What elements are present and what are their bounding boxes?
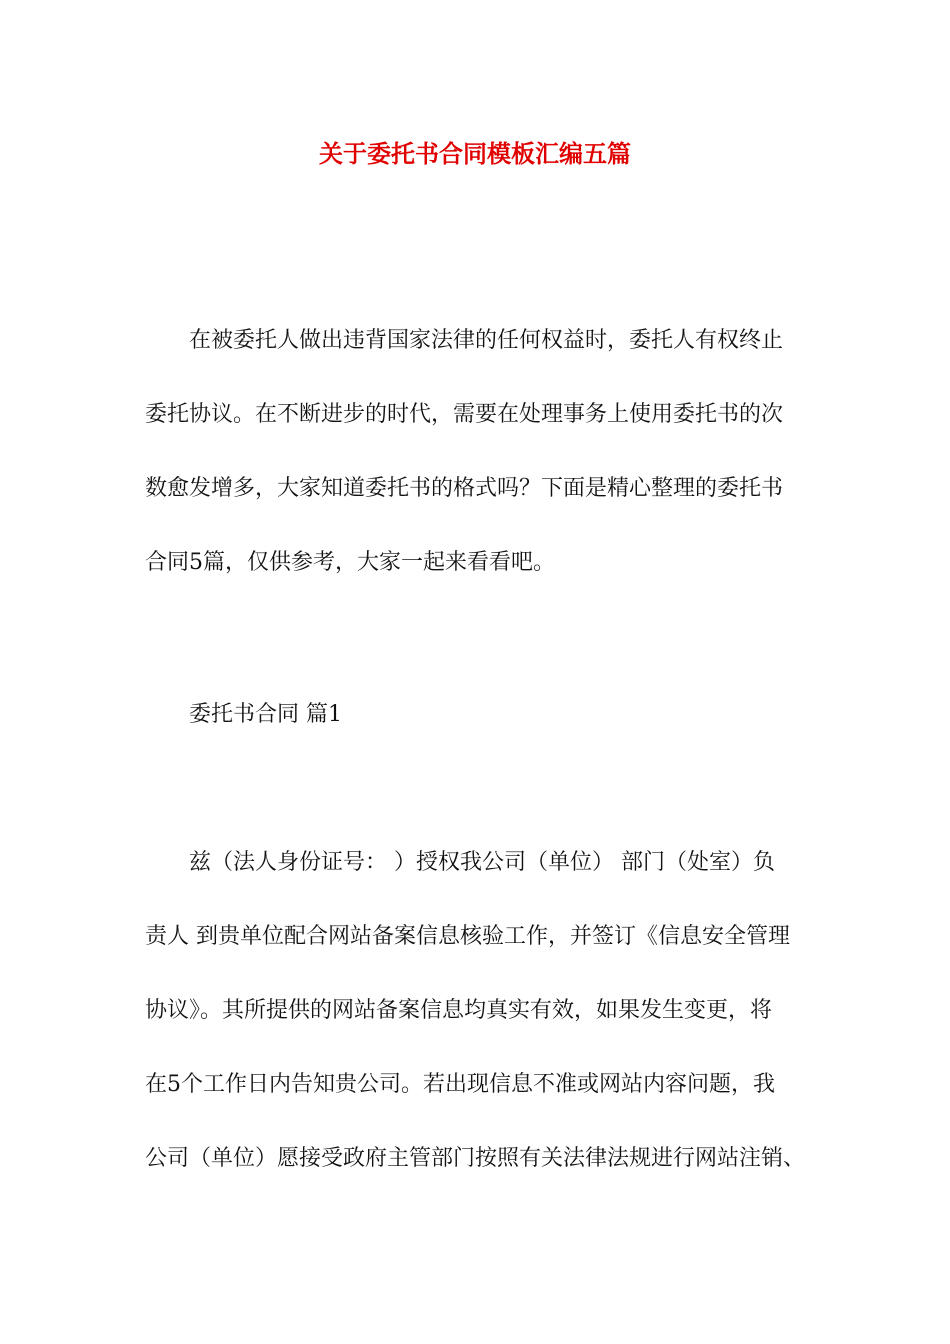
intro-line-4: 合同5篇，仅供参考，大家一起来看看吧。 <box>145 550 555 575</box>
intro-line-3: 数愈发增多，大家知道委托书的格式吗？下面是精心整理的委托书 <box>145 476 784 501</box>
body-line-2: 责人 到贵单位配合网站备案信息核验工作，并签订《信息安全管理 <box>145 924 790 949</box>
body-line-5: 公司（单位）愿接受政府主管部门按照有关法律法规进行网站注销、 <box>145 1146 806 1171</box>
document-title: 关于委托书合同模板汇编五篇 <box>319 139 631 168</box>
intro-line-1: 在被委托人做出违背国家法律的任何权益时，委托人有权终止 <box>189 328 784 353</box>
body-line-3: 协议》。其所提供的网站备案信息均真实有效，如果发生变更，将 <box>145 998 773 1023</box>
body-line-1: 兹（法人身份证号： ）授权我公司（单位） 部门（处室）负 <box>189 850 775 875</box>
body-line-4: 在5个工作日内告知贵公司。若出现信息不准或网站内容问题，我 <box>145 1072 775 1097</box>
section-heading: 委托书合同 篇1 <box>189 702 342 727</box>
intro-line-2: 委托协议。在不断进步的时代，需要在处理事务上使用委托书的次 <box>145 402 784 427</box>
